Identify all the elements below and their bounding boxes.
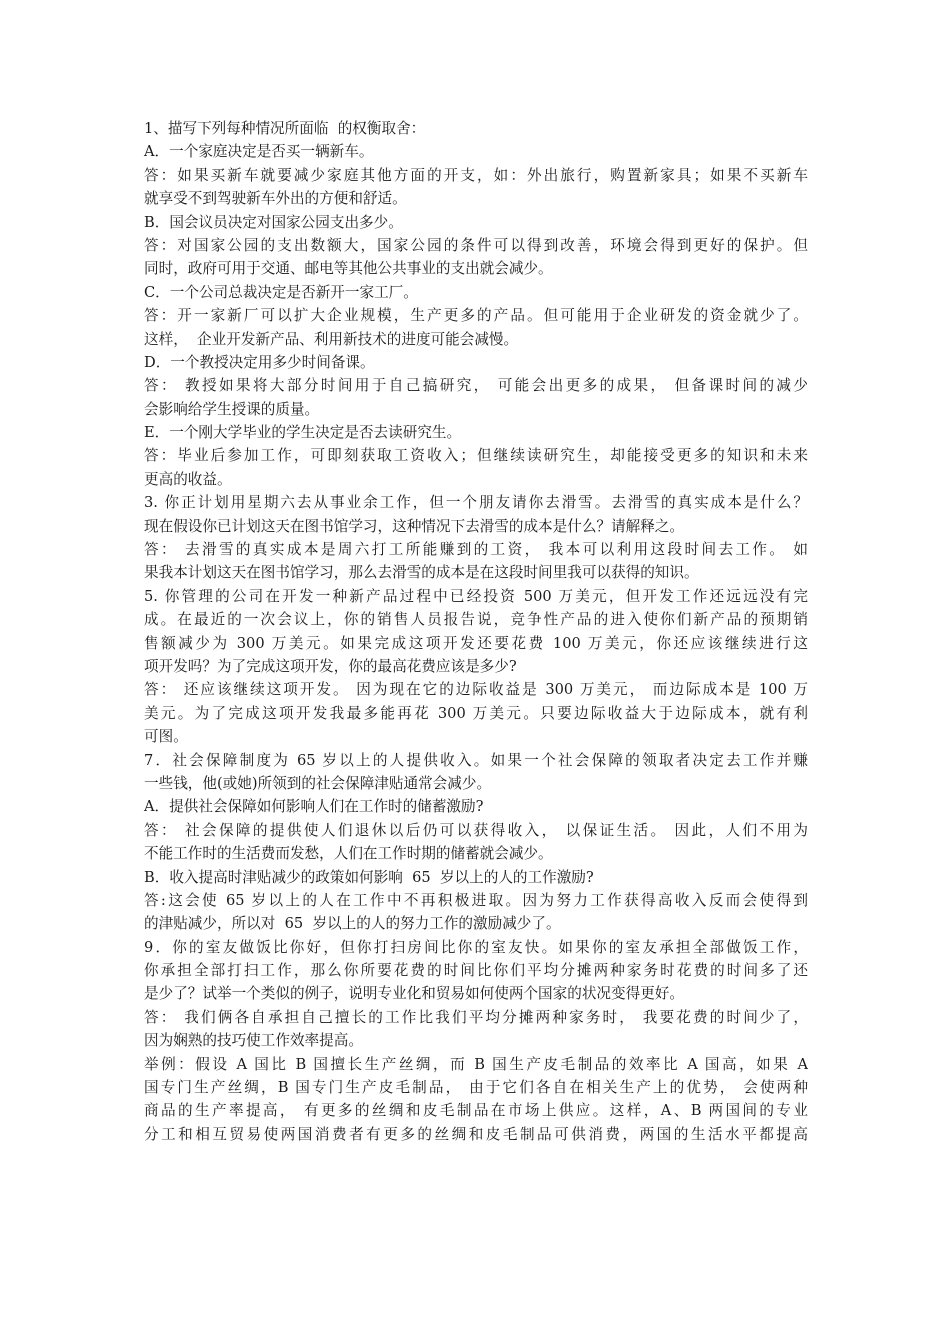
text-line: 答： 我们俩各自承担自己擅长的工作比我们平均分摊两种家务时， 我要花费的时间少了， bbox=[144, 1008, 808, 1026]
text-line: 7．社会保障制度为 65 岁以上的人提供收入。如果一个社会保障的领取者决定去工作并赚 bbox=[144, 751, 808, 769]
text-line: 分工和相互贸易使两国消费者有更多的丝绸和皮毛制品可供消费，两国的生活水平都提高 bbox=[144, 1125, 808, 1143]
text-line: 不能工作时的生活费而发愁，人们在工作时期的储蓄就会减少。 bbox=[144, 845, 553, 863]
text-line: 美元。为了完成这项开发我最多能再花 300 万美元。只要边际收益大于边际成本，就有利 bbox=[144, 704, 808, 722]
text-line: 果我本计划这天在图书馆学习，那么去滑雪的成本是在这段时间里我可以获得的知识。 bbox=[144, 564, 699, 582]
text-line: D．一个教授决定用多少时间备课。 bbox=[144, 353, 375, 371]
text-line: 答： 去滑雪的真实成本是周六打工所能赚到的工资， 我本可以利用这段时间去工作。 如 bbox=[144, 541, 808, 559]
text-line: A．提供社会保障如何影响人们在工作时的储蓄激励? bbox=[144, 798, 484, 816]
text-line: 你承担全部打扫工作，那么你所要花费的时间比你们平均分摊两种家务时花费的时间多了还 bbox=[144, 962, 808, 980]
text-line: 项开发吗？为了完成这项开发，你的最高花费应该是多少? bbox=[144, 657, 517, 675]
text-line: A．一个家庭决定是否买一辆新车。 bbox=[144, 143, 374, 161]
text-line: 一些钱，他(或她)所领到的社会保障津贴通常会减少。 bbox=[144, 774, 492, 792]
text-line: 答： 还应该继续这项开发。 因为现在它的边际收益是 300 万美元， 而边际成本是 100 万 bbox=[144, 681, 808, 699]
text-line: 答：毕业后参加工作，可即刻获取工资收入；但继续读研究生，却能接受更多的知识和未来 bbox=[144, 447, 808, 465]
text-line: 5. 你管理的公司在开发一种新产品过程中已经投资 500 万美元，但开发工作还远远没有完 bbox=[144, 587, 808, 605]
text-line: 更高的收益。 bbox=[144, 470, 232, 488]
text-line: 现在假设你已计划这天在图书馆学习，这种情况下去滑雪的成本是什么？请解释之。 bbox=[144, 517, 684, 535]
text-line: 会影响给学生授课的质量。 bbox=[144, 400, 320, 418]
text-line: 就享受不到驾驶新车外出的方便和舒适。 bbox=[144, 190, 407, 208]
text-line: 答：如果买新车就要减少家庭其他方面的开支，如：外出旅行，购置新家具；如果不买新车 bbox=[144, 166, 808, 184]
text-line: 答： 教授如果将大部分时间用于自己搞研究， 可能会出更多的成果， 但备课时间的减少 bbox=[144, 377, 808, 395]
text-line: 9．你的室友做饭比你好，但你打扫房间比你的室友快。如果你的室友承担全部做饭工作， bbox=[144, 938, 808, 956]
text-line: B．国会议员决定对国家公园支出多少。 bbox=[144, 213, 403, 231]
text-line: 举例：假设 A 国比 B 国擅长生产丝绸，而 B 国生产皮毛制品的效率比 A 国高，如果 A bbox=[144, 1055, 808, 1073]
text-line: 可图。 bbox=[144, 728, 188, 746]
document-body bbox=[144, 117, 808, 1146]
text-line: 3. 你正计划用星期六去从事业余工作，但一个朋友请你去滑雪。去滑雪的真实成本是什么？ bbox=[144, 494, 808, 512]
text-line: 答： 社会保障的提供使人们退休以后仍可以获得收入， 以保证生活。 因此，人们不用为 bbox=[144, 821, 808, 839]
text-line: 因为娴熟的技巧使工作效率提高。 bbox=[144, 1032, 363, 1050]
text-line: 国专门生产丝绸，B 国专门生产皮毛制品， 由于它们各自在相关生产上的优势， 会使两种 bbox=[144, 1079, 808, 1097]
text-line: 答:这会使 65 岁以上的人在工作中不再积极进取。因为努力工作获得高收入反而会使得到 bbox=[144, 891, 808, 909]
text-line: 是少了？试举一个类似的例子，说明专业化和贸易如何使两个国家的状况变得更好。 bbox=[144, 985, 684, 1003]
text-line: 答：开一家新厂可以扩大企业规模，生产更多的产品。但可能用于企业研发的资金就少了。 bbox=[144, 307, 808, 325]
text-line: 这样， 企业开发新产品、利用新技术的进度可能会减慢。 bbox=[144, 330, 519, 348]
text-line: 答：对国家公园的支出数额大，国家公园的条件可以得到改善，环境会得到更好的保护。但 bbox=[144, 236, 808, 254]
text-line: 售额减少为 300 万美元。如果完成这项开发还要花费 100 万美元，你还应该继续进行这 bbox=[144, 634, 808, 652]
text-line: E．一个刚大学毕业的学生决定是否去读研究生。 bbox=[144, 424, 462, 442]
text-line: 成。在最近的一次会议上，你的销售人员报告说，竞争性产品的进入使你们新产品的预期销 bbox=[144, 611, 808, 629]
text-line: 商品的生产率提高， 有更多的丝绸和皮毛制品在市场上供应。这样，A、B 两国间的专业 bbox=[144, 1102, 808, 1120]
text-line: 同时，政府可用于交通、邮电等其他公共事业的支出就会减少。 bbox=[144, 260, 553, 278]
text-line: B．收入提高时津贴减少的政策如何影响 65 岁以上的人的工作激励? bbox=[144, 868, 594, 886]
text-line: 1、描写下列每种情况所面临 的权衡取舍： bbox=[144, 120, 426, 137]
text-line: 的津贴减少，所以对 65 岁以上的人的努力工作的激励减少了。 bbox=[144, 915, 561, 933]
text-line: C．一个公司总裁决定是否新开一家工厂。 bbox=[144, 283, 418, 301]
